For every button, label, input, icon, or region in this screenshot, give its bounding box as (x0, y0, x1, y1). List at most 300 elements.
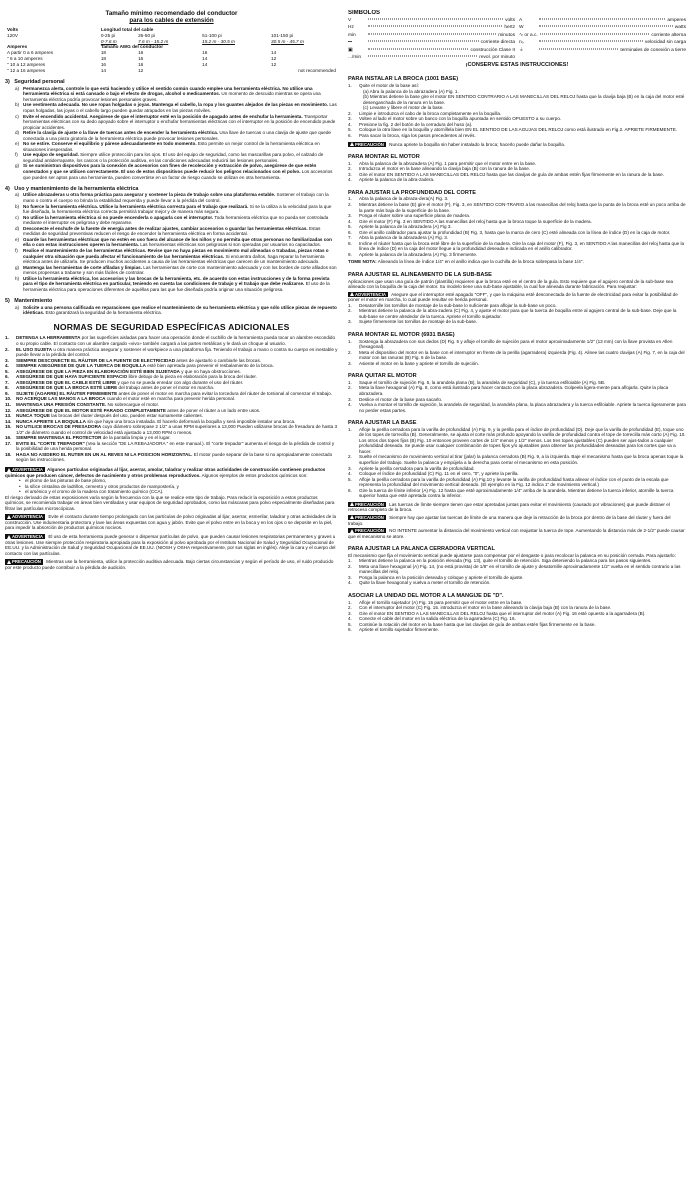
step-text: Deslice el motor de la base para sacarlo. (359, 396, 443, 402)
lock-lever-title: PARA AJUSTAR LA PALANCA CERRADORA VERTICAL (348, 546, 495, 553)
symbol-glyph: Hz (348, 25, 354, 31)
item-number: 5. (5, 368, 9, 374)
additional-rules-list (5, 335, 338, 463)
item-number: 16. (5, 435, 12, 441)
step-text: Meta la llave hexagonal (A) Fig. 8, como está ilustrado para hacer contacto con la placa abrazadera. Golpeela ligera-mente para aflojarla. Quite la placa abrazadera. (359, 385, 669, 396)
item-number: 1. (5, 335, 9, 341)
step-text: Ponga el ráuter sobre una superficie plana de madera. (359, 213, 471, 219)
step-number: 1. (348, 599, 352, 605)
step-text: Afloje la perilla cerradora para la varilla de profundidad (A) Fig. 9, y la perilla para el índice de profundidad (D). Deje que la varilla de profundidad (E), toque uno de los topes de torrecilla (B). Generalmente, se ajusta el corte más profundo apoyando la varilla de profundidad contra el tope de torrecilla más corto (A) Fig. 10. Los otros dos topes fijos (B) Fig. 10 entonces proveen cortes de 1/4" menos y 1/2" menos. Los tres topes ajustables (C) pueden ser ajus-tados a cualquier profundidad deseada. Se puede usar cualquier combinación de topes fijos y/o ajustables para obtener las profundidades deseadas para los cortes que va a hacer. (359, 426, 686, 454)
step-item (348, 488, 686, 499)
symbol-glyph: ⎓ (348, 40, 352, 46)
list-item (15, 276, 338, 293)
step-number: 6. (348, 487, 352, 493)
step-item (348, 454, 686, 465)
step-number: 4. (348, 218, 352, 224)
caution-text: Nunca apriete la boquilla sin haber instalado la broca; hacerlo puede dañar la boquilla. (387, 141, 566, 147)
volts-value: 120V (7, 32, 18, 38)
adjust-base-title: PARA AJUSTAR LA BASE (348, 420, 417, 427)
amps-label: Amperes (7, 44, 28, 50)
step-text: Gire el motor EN SENTIDO A LAS MANECILLAS DEL RELOJ hasta que el interruptor del motor (A) Fig. 16 esté opuesto a la agarradera (B). (359, 610, 646, 616)
item-body-text: Si se la utiliza a la velocidad para la que fue diseñada, la herramienta eléctrica correcta permitirá trabajar mejor y de manera más segura. (23, 203, 332, 215)
step-text: Sostenga la abrazadera con sus dedos (D) Fig. 5 y afloje el tornillo de sujeción para el motor aproximadamente 1/2" (13 mm) con la llave provista en Allen (hexagonal). (359, 338, 673, 350)
warning-text: Evite el contacto durante tiempo prolongado con las partículas de polvo originadas al lijar, aserrar, esmerilar, taladrar y otras actividades de la construcción. Use indumentaria protectora y lave las áreas expuestas con agua y jabón. Evite que el polvo entre en la boca y en los ojos o se deposite en la piel, para impedir la absorción de productos químicos nocivos. (5, 514, 337, 531)
section-number: 3) (5, 79, 10, 86)
step-item (348, 202, 686, 213)
bullet-icon: • (19, 489, 21, 495)
symbol-glyph: .../min (348, 55, 362, 61)
warning-label: ADVERTENCIA (12, 514, 44, 520)
item-text (23, 102, 338, 113)
item-body-text: del trabajo antes de poner el motor en marcha. (117, 385, 215, 391)
item-bold-text: ASEGÚRESE DE QUE EL MOTOR ESTÉ PARADO COMPLETAMENTE (16, 407, 166, 413)
step-item (348, 252, 686, 258)
symbol-label: corriente directa (480, 40, 515, 46)
step-number: 4. (348, 402, 352, 408)
item-bold-text: No se estire. Conserve el equilibrio y párese adecuadamente en todo momento. (23, 141, 197, 147)
warning-triangle-icon (350, 142, 354, 146)
cord-table-subtitle-text: para los cables de extensión (129, 17, 214, 24)
symbol-leader (368, 26, 502, 27)
item-number: a) (15, 192, 20, 198)
item-bold-text: Mantenga las herramientas de corte afiladas y limpias. (23, 264, 142, 270)
note-label: TOME NOTA: (348, 259, 377, 265)
list-item (15, 141, 338, 152)
list-item (15, 204, 338, 215)
personal-safety-list (15, 86, 338, 180)
step-text: Continúe la rotación del motor en la base hasta que las clavijas de guía de ambas estén fijas firmemente en la base. (359, 621, 596, 627)
item-body-text: y que no se pueda enredar con algo durante el uso del ráuter. (116, 379, 244, 385)
step-text: Abra la palanca de la abraza-dera(A) Fig. 3. (359, 196, 449, 202)
step-number: 3. (348, 396, 352, 402)
step-number: 4. (348, 177, 352, 183)
item-number: 3. (5, 357, 9, 363)
symbol-row (348, 47, 515, 54)
item-number: e) (15, 141, 20, 147)
step-item (348, 177, 686, 183)
awg-value: 14 (100, 67, 107, 73)
list-item (15, 86, 338, 103)
item-text (16, 452, 338, 463)
bullet-text: el arsénico y el cromo de la madera con tratamiento químico (CCA). (25, 489, 164, 495)
amps-range: " 12 a 16 amperes (7, 67, 46, 73)
length-m: 15.2 m - 30.5 m (202, 38, 235, 44)
warning-text: El uso de esta herramienta puede generar o dispersar partículas de polvo, que pueden causar lesiones respiratorias permanentes y graves u otras lesiones. Use siempre protección respiratoria apropiada para la exposición al polvo aprobada por el Instituto Nacional de Salud y Seguridad Ocupacional de EE.UU. y la Administración de Salud y Seguridad Ocupacional de EE.UU. (NIOSH y OSHA respectivamente, por sus siglas en inglés). Aleje la cara y el cuerpo del contacto con las partículas. (5, 534, 336, 556)
list-item (15, 265, 338, 276)
adjust-base-steps (348, 427, 686, 499)
mount-6931-steps (348, 339, 686, 367)
item-number: 6. (5, 374, 9, 380)
warning-triangle-icon (7, 468, 11, 472)
step-number: 6. (348, 627, 352, 633)
item-number: 17. (5, 440, 12, 446)
step-text: Apriete la palanca de la abrazadera (A) Fig 3. (359, 224, 452, 230)
item-body-text: u otra manera práctica asegurar y sostener el workpiece a una plataforma fija. Teniendo el trabajo a mano o contra su cuerpo es inestable y puede llevar a la pérdida del control. (16, 346, 338, 358)
d-base-title: ASOCIAR LA UNIDAD DEL MOTOR A LA MANGIJE DE "D". (348, 593, 504, 600)
item-body-text: antes de poner el ráuter a un lado entre usos. (166, 407, 261, 413)
item-text (23, 130, 338, 141)
step-text: Apriete la perilla cerradora para la varilla de profundidad. (359, 465, 475, 471)
step-number: 2. (348, 166, 352, 172)
item-text (23, 305, 338, 316)
item-number: g) (15, 163, 20, 169)
symbol-row (519, 32, 686, 39)
adjust-base-caution-2 (348, 515, 686, 526)
step-text: Gire el motor (F) Fig. 3 en SENTIDO A las manecillas del reloj hasta que la broca toque la superficie de la madera. (359, 218, 592, 224)
item-bold-text: Desconecte el enchufe de la fuente de energía antes de realizar ajustes, cambiar accesorios o guardar las herramientas eléctricas. (23, 225, 308, 231)
item-bold-text: EL USO SUJETA (16, 346, 53, 352)
mount-6931-title: PARA MONTAR EL MOTOR (6931 BASE) (348, 331, 455, 338)
warning-triangle-icon (7, 560, 11, 564)
step-text: (b) Mientras detiene la base gire el motor EN SENTIDO CONTRARIO A LAS MANECILLAS DEL RELOJ hasta que la clavija baja (B) en la caja del motor esté desenganchada de la ranura en la base. (363, 94, 685, 105)
step-number: 1. (348, 160, 352, 166)
item-body-text: Si encuentra daños, haga reparar la herramienta eléctrica antes de utilizarla. Se producen muchos accidentes a causa de las herramientas eléctricas que carecen de un mantenimiento adecuado. (23, 253, 325, 265)
step-text: Coloque la otra llave en la boquilla y atorníllela bien EN EL SENTIDO DE LAS AGUJAS DEL RELOJ como está ilustrado en Fig.2. APRIETE FIRMEMENTE. (359, 127, 678, 133)
awg-value: 12 (271, 55, 277, 61)
bullet-icon: • (19, 483, 21, 489)
warning-text: Asegure que el interruptor esté apagado "OFF", y que la máquina esté desconectada de la fuente de electricidad para evitar la posibilidad de poner el motor en marcha, lo cual puede resultar en herida personal. (348, 291, 678, 303)
additional-rules-title: NORMAS DE SEGURIDAD ESPECÍFICAS ADICIONALES (53, 321, 290, 332)
symbol-label: construcción Clase II (470, 47, 515, 53)
step-text: Ponga la palanca en la posición deseada y coloque y apriete el tornillo de ajuste. (359, 574, 524, 580)
mount-motor-title: PARA MONTAR EL MOTOR (348, 154, 420, 161)
item-number: 15. (5, 424, 12, 430)
step-number: 6. (348, 132, 352, 138)
symbol-glyph: min (348, 32, 356, 38)
step-number: 5. (348, 127, 352, 133)
item-body-text: (Vea la sección "DE LA REBAJADORA " en este manual.). El "corte trepador" aumenta el riesgo de la pérdida de control y la posibilidad de una herida personal. (16, 440, 335, 452)
step-item (348, 427, 686, 455)
step-item (348, 308, 686, 319)
item-text (16, 335, 338, 346)
warning-triangle-icon (7, 515, 11, 519)
section-title: Mantenimiento (14, 298, 53, 305)
awg-value: 16 (138, 61, 144, 67)
item-body-text: Esto garantizará la seguridad de la herramienta eléctrica. (44, 310, 162, 316)
step-number: 4. (348, 121, 352, 127)
symbols-title: SÍMBOLOS (348, 10, 381, 16)
item-bold-text: NUNCA TOQUE (16, 413, 50, 419)
step-text: Sujete firmemente los tornillos de montaje de la sub-base. (359, 319, 478, 325)
list-item (5, 441, 338, 452)
step-text: Afloje el tornillo sujetador (A) Fig. 15 para permitir que el motor entre en la base. (359, 599, 523, 605)
symbol-label: watts (674, 25, 686, 31)
awg-label: Tamaño AWG del conductor (100, 44, 164, 50)
awg-value: 18 (100, 50, 107, 56)
step-number: 5. (348, 224, 352, 230)
keep-instructions: ¡CONSERVE ESTAS INSTRUCCIONES! (465, 62, 569, 69)
item-text (23, 86, 338, 103)
step-text: Limpie e introduzca el cabo de la broca completamente en la boquilla. (359, 110, 502, 116)
step-number: 2. (348, 349, 352, 355)
warning-label: ADVERTENCIA (12, 467, 44, 472)
step-number (348, 94, 359, 105)
item-number: h) (15, 275, 20, 281)
item-text (23, 163, 338, 180)
step-item (348, 350, 686, 361)
length-m: 7.6 m - 15.2 m (138, 38, 169, 44)
item-bold-text: SIEMPRE MANTENGA EL PROTECTOR (16, 435, 102, 441)
item-number: 13. (5, 413, 12, 419)
symbol-label: velocidad sin carga (644, 40, 686, 46)
item-text (23, 192, 338, 203)
step-text: Apriete la palanca de la abrazadera (A) Fig. 3 firmemente. (359, 251, 478, 257)
step-number: 3. (348, 171, 352, 177)
step-text: Introduzca el motor en la base alineando la clavija baja (B) con la ranura de la base. (359, 166, 531, 172)
length-ft: 51-100 pi (202, 32, 222, 38)
length-ft: 26-50 pi (138, 32, 156, 38)
warning-triangle-icon (350, 292, 354, 296)
install-bit-caution (348, 142, 686, 148)
step-number: 4. (348, 580, 352, 586)
item-number: c) (15, 113, 19, 119)
item-number: 18. (5, 451, 12, 457)
subbase-intro: Aplicaciones que usan una guía de patrón (plantilla) requieren que la broca esté en el centro de la guía. Esto requiere que el agujero central de la sub-base sea alineado con la boquilla de la caja del motor. Su modelo tiene una sub-base ajustable, la cual fue alineada durante fabricación. Para reajustar: (348, 278, 674, 290)
step-number: 9. (348, 251, 352, 257)
subbase-warning (348, 292, 686, 303)
item-body-text: cuando el motor esté en marcha para prevenir herida personal. (105, 396, 236, 402)
step-number: 1. (348, 379, 352, 385)
caution-text: Las tuercas de límite siempre tienen que estar apretadas juntas para evitar el movimiento (causado por vibraciones) que puede distraer el retroceso completo de la broca. (348, 501, 670, 513)
item-number: b) (15, 102, 20, 108)
step-text: Saque el tornillo de sujeción Fig. 5, la arandela plana (B), la arandela de seguridad (C), y la tuerca esfiloiable (A) Fig. 5B. (359, 379, 606, 385)
step-text: Apriete la palanca de la abra-zadera. (359, 177, 435, 183)
item-number: 9. (5, 390, 9, 396)
item-body-text: cuyo diámetro sobrepase 2 1/2" a unas RPM superiores a 13,000 Pueden utilizarse brocas de fresadora de hasta 3 1/2" de diámetro cuando el control de velocidad está ajustado a 13,000 RPM o menos. (16, 424, 338, 435)
item-bold-text: Evite el encendido accidental. Asegúrese de que el interruptor esté en la posición de apagado antes de enchufar la herramienta. (23, 113, 303, 119)
caution-label: PRECAUCIÓN (355, 528, 384, 534)
item-number: c) (15, 214, 19, 220)
item-body-text: libre debajo de la pieza en elaboración para la broca del ráuter. (127, 374, 257, 380)
list-item (15, 163, 338, 180)
step-number: 8. (348, 240, 352, 246)
symbol-leader (368, 48, 468, 49)
item-body-text: las brocas del ráuter después del uso, pueden estar sumamente calientes. (49, 413, 203, 419)
length-ft: 101-150 pi (271, 32, 294, 38)
step-text: Meta una llave hexagonal (A) Fig. 14, (no está provista) de 1/8" en el tornillo de ajuste y desatornille aproximadamente 1/2" vuelta en el sentido contrario a las manecillas del reloj. (359, 563, 681, 575)
step-number: 2. (348, 454, 352, 460)
item-text (23, 265, 338, 276)
symbol-leader (368, 56, 477, 57)
step-number: 3. (348, 213, 352, 219)
item-body-text: Esto permite un mejor control de la herramienta eléctrica en situaciones inesperadas. (23, 141, 320, 152)
item-bold-text: NO ACERQUE LAS MANOS A LA BROCA (16, 396, 106, 402)
item-bold-text: HAGA NO ASIDERO EL RUTER EN UN AL REVES NI LA POSICION HORIZONTAL. (16, 451, 193, 457)
item-bold-text: NUNCA APRIETE LA BOQUILLA (16, 418, 86, 424)
step-text: Abra la palanca de la abrazadera (A) Fig. 3. (359, 235, 449, 241)
symbols-left (348, 17, 515, 61)
item-number: 10. (5, 396, 12, 402)
item-number: f) (15, 247, 18, 253)
caution-text: Siempre hay que ajustar las tuercas de límite de una manera que deje la retracción de la broca por dentro de la base del ráuter y fuera del trabajo. (348, 514, 671, 526)
item-body-text: esté bien apretada para prevenir el resbalamiento de la broca. (145, 363, 274, 369)
item-number: f) (15, 152, 18, 158)
step-item (348, 402, 686, 413)
cord-table (5, 27, 338, 73)
item-bold-text: EVITE EL "CORTE TREPADOR" (16, 440, 85, 446)
cut-depth-title: PARA AJUSTAR LA PROFUNDIDAD DEL CORTE (348, 189, 477, 196)
symbol-leader (539, 26, 673, 27)
step-item (348, 133, 686, 139)
step-item (348, 94, 686, 105)
d-base-steps (348, 600, 686, 633)
chemical-examples-list (19, 478, 338, 495)
step-text: Gire el motor EN SENTIDO A LAS MANECILLAS DEL RELOJ hasta que las clavijas de guía de ambas estén fijas firmemente en la ranura de la base. (359, 171, 664, 177)
amps-range: A partir 0 a 6 amperes (7, 50, 54, 56)
remove-motor-title: PARA QUITAR EL MOTOR (348, 373, 417, 380)
step-text: Quite el motor de la base así: (359, 83, 420, 89)
item-bold-text: ASEGÚRESE DE QUE HAYA SUFICIENTE ESPACIO (16, 374, 128, 380)
step-number: 3. (348, 319, 352, 325)
item-bold-text: ASEGÚRESE DE QUE LA BROCA ESTÉ LIBRE (16, 385, 118, 391)
step-text: Afloje la perilla cerradora para la varilla de profundidad (A) Fig.10 y levante la varilla de profundidad hasta alinear el índice con el punto de la escala que representa la profundidad del movimiento vertical deseado. (El ejemplo en la Fig. 12 indica 1" de movimiento vertical.) (359, 476, 669, 488)
item-body-text: Siempre utilice protección para los ojos. El uso del equipo de seguridad, como las mascarillas para polvo, el calzado de seguridad antiderrapante, los cascos o la protección auditiva, en las condiciones adecuadas reducirá las lesiones personales. (23, 152, 324, 163)
item-body-text: de la pantalla limpia y en el lugar. (101, 435, 171, 441)
item-body-text: antes de ajustarlo o cambiarle las brocas. (175, 357, 262, 363)
step-number: 4. (348, 616, 352, 622)
item-bold-text: SIEMPRE DESCONECTE EL RÁUTER DE LA FUENTE DE ELECTRICIDAD (16, 357, 176, 363)
symbol-row (519, 39, 686, 46)
step-text: Conecte el cable del motor en la salida eléctrica de la agarradera (C) Fig. 16. (359, 616, 516, 622)
symbols-grid (348, 17, 686, 61)
warning-label: ADVERTENCIA (12, 534, 44, 540)
item-bold-text: Solicite a una persona calificada en reparaciones que realice el mantenimiento de su herramienta eléctrica y que sólo utilice piezas de repuesto idénticas. (23, 304, 337, 316)
step-text: Suelte el mecanismo de movimiento vertical al tirar (jalar) la palanca cerradora (B) Fig. 9, a la izquierda. Baje el mecanismo hasta que la broca apenas toque la superficie del trabajo. Suelte la palanca y empújela a la derecha para cerrar el mecanismo en esta posición. (359, 454, 684, 466)
symbol-row (348, 32, 515, 39)
amps-range: " 10 a 12 amperes (7, 61, 46, 67)
item-text (23, 114, 338, 131)
list-item (5, 424, 338, 435)
item-body-text: Los accesorios que pueden ser aptos para una herramienta, pueden convertirse en un factor de riesgo cuando se utilizan en otra herramienta. (23, 168, 333, 180)
section-number: 4) (5, 186, 10, 193)
item-body-text: Las ropas holgadas, las joyas o el cabello largo pueden quedar atrapados en las piezas móviles. (23, 102, 337, 113)
list-item (5, 347, 338, 358)
bullet-item (19, 489, 338, 495)
item-text (23, 152, 338, 163)
adjust-base-caution-1 (348, 502, 686, 513)
symbol-leader (539, 48, 618, 49)
caution-label: PRECAUCIÓN (355, 514, 384, 520)
item-text (16, 347, 338, 358)
caution-label: PRECAUCIÓN (12, 559, 41, 565)
list-item (15, 305, 338, 316)
item-body-text: Las herramientas de corte con mantenimiento adecuado y con los bordes de corte afilados son menos propensas a trabarse y son más fáciles de controlar. (23, 264, 337, 276)
step-number: 2. (348, 385, 352, 391)
item-bold-text: Utilice la herramienta eléctrica, los accesorios y las brocas de la herramienta, etc. de acuerdo con estas instrucciones y de la forma prevista para el tipo de herramienta eléctrica en particular, teniendo en cuenta las condiciones de trabajo y el trabajo que debe realizarse. (23, 275, 330, 287)
step-text: Gire el anillo calibrador para ajustar la profundidad (B) Fig. 3, hasta que la marca de cero (C) esté alineada con la línea de índice (D) en la caja de motor. (359, 229, 671, 235)
step-number: 2. (348, 563, 352, 569)
awg-value: 18 (100, 55, 107, 61)
symbol-label: corriente alterna (651, 32, 686, 38)
item-text (16, 441, 338, 452)
lock-lever-intro: El mecanismo que fija el movimiento vertical puede ajustarse para compensar por el desgaste o para recolocar la palanca en su posición cerrada. Para ajustarlo: (348, 552, 676, 558)
step-text: Coloque el índice de profundidad (C) Fig. 11 en el cero, "0", y apriete la perilla. (359, 471, 519, 477)
awg-value: 12 (271, 61, 277, 67)
step-number: 1. (348, 338, 352, 344)
step-number: 1. (348, 558, 352, 564)
step-item (348, 241, 686, 252)
item-bold-text: ASEGÚRESE DE QUE EL CABLE ESTÉ LIBRE (16, 379, 117, 385)
cord-size-table (5, 10, 338, 73)
step-text: Quite la llave hexagonal y vuelva a meter el tornillo de retención. (359, 580, 491, 586)
step-number: 7. (348, 235, 352, 241)
awg-value: 14 (202, 55, 208, 61)
lock-lever-steps (348, 558, 686, 586)
item-body-text: Las herramientas eléctricas son peligrosas si son operadas por usuarios no capacitados. (138, 242, 321, 248)
warning-triangle-icon (350, 502, 354, 506)
cut-depth-note (348, 259, 686, 265)
caution-hearing (5, 559, 338, 570)
symbol-row (519, 47, 686, 54)
install-bit-title: PARA INSTALAR LA BROCA (1001 BASE) (348, 76, 459, 83)
list-item (15, 248, 338, 265)
step-number: 3. (348, 465, 352, 471)
step-item (348, 385, 686, 396)
step-number: 1. (348, 426, 352, 432)
item-bold-text: NO UTILICE BROCAS DE FRESADORA (16, 424, 102, 430)
step-text: Incline el ráuter hasta que la broca esté libre de la superficie de la madera. Gire la caja del motor (F), Fig. 3, en SENTIDO A las manecillas del reloj hasta que la línea de índice (D) en la caja del motor llegue a la profundidad deseada e indicada en el anillo calibrador. (359, 240, 685, 252)
cord-table-title: Tamaño mínimo recomendado del conductor (105, 10, 238, 17)
cut-depth-steps (348, 196, 686, 257)
item-body-text: El uso de la herramienta eléctrica para operaciones diferentes de aquéllas para las que fue diseñada podría originar una situación peligrosa. (23, 281, 330, 292)
step-item (348, 627, 686, 633)
step-text: Mientras detiene la palanca de la abra-zadera (C) Fig. 4, y ajuste el motor para que la tuerca de boquilla entre al agujero central de la sub-base. Deje que la sub-base se centre alrededor de la tuerca. Apriete el tornillo sujetador. (359, 308, 677, 319)
warning-triangle-icon (350, 529, 354, 533)
warning-triangle-icon (350, 515, 354, 519)
warning-label: ADVERTENCIA (355, 291, 387, 297)
item-number: a) (15, 304, 20, 310)
step-number: 5. (348, 621, 352, 627)
step-text: (c) Levante y libere el motor de la base. (363, 105, 444, 111)
list-item (15, 114, 338, 131)
symbol-glyph: ∿ or a.c. (519, 32, 538, 38)
awg-value: not recommended (298, 67, 336, 73)
symbol-glyph: V (348, 18, 352, 23)
step-text: Presione la fig. 2 del botón de la cerradura del huso (a). (359, 121, 473, 127)
step-text: Mientras detiene la base (E) gire el motor (F), Fig. 3, en SENTIDO CON-TRARIO a las manecillas del reloj hasta que la punta de la broca esté un poco arriba de la parte más baja de la superficie de la base. (359, 201, 686, 213)
symbols-right (519, 17, 686, 61)
caution-label: PRECAUCIÓN (355, 501, 384, 507)
item-number: d) (15, 130, 20, 136)
item-body-text: Un momento de descuido mientras se opera una herramienta eléctrica podría provocar lesiones personales graves. (23, 91, 321, 102)
step-text: Desatornille los tornillos de montaje de la sub-base lo suficiente para aflojar la sub-base un poco. (359, 302, 557, 308)
step-number: 2. (348, 605, 352, 611)
item-bold-text: Retire la clavija de ajuste o la llave de tuercas antes de encender la herramienta eléctrica. (23, 130, 219, 136)
item-bold-text: Use vestimenta adecuada. No use ropas holgadas o joyas. Mantenga el cabello, la ropa y los guantes alejados de las piezas en movimiento. (23, 102, 329, 108)
item-body-text: No sobrecargue el motor. (106, 401, 160, 407)
section-number: 5) (5, 298, 10, 305)
subbase-steps (348, 303, 686, 325)
warning-contact (5, 514, 338, 531)
item-body-text: Toda herramienta eléctrica que no pueda ser controlada mediante el interruptor es peligrosa y debe repararse. (23, 214, 329, 226)
symbol-row (348, 39, 515, 46)
warning-chemicals-tail: El riesgo derivado de estas exposiciones varía según la frecuencia con la que se realice este tipo de trabajo. Para reducir la exposición a estos productos químicos, se recomienda trabajar en áreas bien ventiladas y usar equipos de seguridad aprobados, como las máscaras para polvo especialmente diseñadas para filtrar las partículas microscópicas. (5, 494, 335, 511)
step-text: (a) Abra la palanca de la abrazadera (A) Fig. 1. (363, 88, 459, 94)
volts-label: Volts (7, 27, 19, 32)
item-bold-text: ASEGÚRESE DE QUE LA PIEZA EN ELABORACIÓN ESTÉ BIEN SUJETADA (16, 368, 180, 374)
step-text: Vuelva a montar el tornillo de sujeción, la arandela de seguridad, la arandela plana, la placa abrazadera y la tuerca esfiloiable. Apriete la tuerca ligeramente para no perder estas partes. (359, 402, 686, 413)
step-number: 3. (348, 116, 352, 122)
subbase-title: PARA AJUSTAR EL ALINEAMIENTO DE LA SUB-BASE (348, 271, 492, 278)
step-number: 3. (348, 610, 352, 616)
list-item (15, 130, 338, 141)
service-list (15, 305, 338, 316)
item-body-text: Estas medidas de seguridad preventivas reducen el riesgo de encender la herramienta eléctrica en forma accidental. (23, 225, 321, 237)
step-number: 2. (348, 308, 352, 314)
item-number: 14. (5, 418, 12, 424)
awg-value: 14 (271, 50, 277, 56)
symbol-leader (368, 41, 479, 42)
